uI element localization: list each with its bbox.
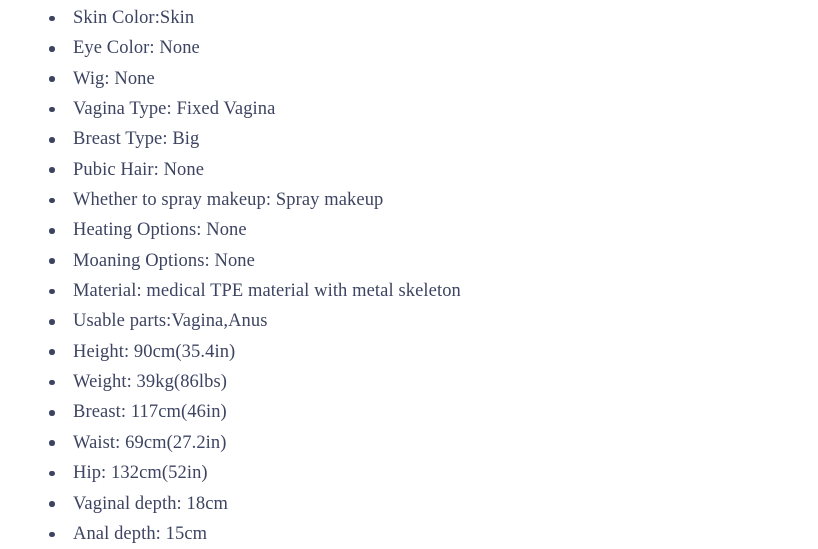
- bullet-dot: [49, 349, 55, 355]
- spec-text: Hip: 132cm(52in): [73, 463, 208, 484]
- bullet-dot: [49, 319, 55, 325]
- spec-item-height: [73, 337, 818, 367]
- spec-item-spray-makeup: [73, 185, 818, 215]
- spec-text: Whether to spray makeup: Spray makeup: [73, 190, 384, 211]
- bullet-dot: [49, 410, 55, 416]
- bullet-dot: [49, 107, 55, 113]
- spec-text: Weight: 39kg(86lbs): [73, 372, 228, 393]
- bullet-dot: [49, 380, 55, 386]
- spec-text: Moaning Options: None: [73, 250, 255, 271]
- bullet-dot: [49, 440, 55, 446]
- spec-text: Anal depth: 15cm: [73, 523, 208, 544]
- spec-text: Vagina Type: Fixed Vagina: [73, 99, 276, 120]
- bullet-dot: [49, 16, 55, 22]
- spec-item-vaginal-depth: [73, 489, 818, 519]
- bullet-dot: [49, 532, 55, 538]
- spec-text: Height: 90cm(35.4in): [73, 341, 236, 362]
- bullet-dot: [49, 258, 55, 264]
- spec-item-waist: [73, 428, 818, 458]
- spec-text: Wig: None: [73, 68, 155, 89]
- bullet-dot: [49, 137, 55, 143]
- spec-text: Eye Color: None: [73, 38, 200, 59]
- spec-item-usable-parts: [73, 306, 818, 336]
- spec-text: Material: medical TPE material with metal skeleton: [73, 281, 461, 302]
- spec-text: Usable parts:Vagina,Anus: [73, 311, 268, 332]
- spec-item-weight: [73, 367, 818, 397]
- spec-text: Breast Type: Big: [73, 129, 200, 150]
- spec-item-heating-options: [73, 215, 818, 245]
- bullet-dot: [49, 167, 55, 173]
- spec-item-eye-color: [73, 33, 818, 63]
- spec-item-hip: [73, 458, 818, 488]
- bullet-dot: [49, 198, 55, 204]
- spec-item-material: [73, 276, 818, 306]
- spec-text: Skin Color:Skin: [73, 8, 195, 28]
- spec-item-vagina-type: [73, 94, 818, 124]
- spec-text: Vaginal depth: 18cm: [73, 493, 229, 514]
- bullet-dot: [49, 76, 55, 82]
- bullet-dot: [49, 471, 55, 477]
- spec-item-wig: [73, 64, 818, 94]
- spec-text: Heating Options: None: [73, 220, 247, 241]
- spec-item-breast: [73, 397, 818, 427]
- bullet-dot: [49, 228, 55, 234]
- spec-item-breast-type: [73, 124, 818, 154]
- spec-item-skin-color: [73, 3, 818, 33]
- spec-item-moaning-options: [73, 246, 818, 276]
- bullet-dot: [49, 46, 55, 52]
- spec-text: Breast: 117cm(46in): [73, 402, 227, 423]
- spec-text: Waist: 69cm(27.2in): [73, 432, 227, 453]
- spec-list: [0, 3, 818, 549]
- bullet-dot: [49, 289, 55, 295]
- bullet-dot: [49, 501, 55, 507]
- spec-item-pubic-hair: [73, 155, 818, 185]
- spec-text: Pubic Hair: None: [73, 159, 205, 180]
- spec-item-anal-depth: [73, 519, 818, 549]
